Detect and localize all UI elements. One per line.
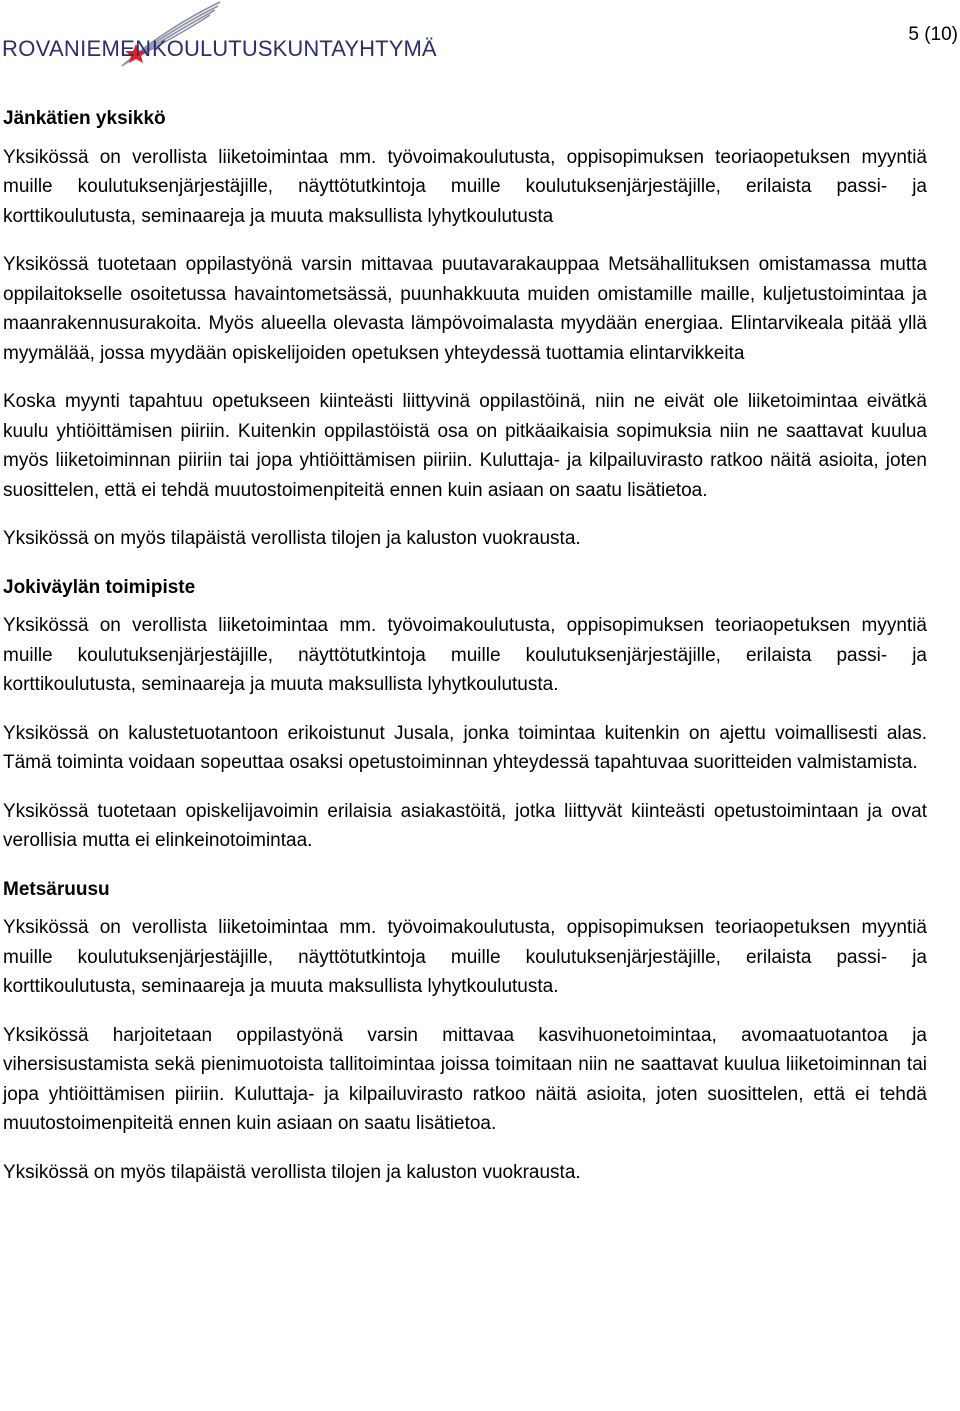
paragraph: Yksikössä on myös tilapäistä verollista tilojen ja kaluston vuokrausta.: [3, 528, 581, 549]
paragraph: Yksikössä tuotetaan opiskelijavoimin erilaisia asiakastöitä, jotka liittyvät kiinteästi opetustoimintaan ja ovat verollisia mutta ei elinkeinotoimintaa.: [3, 800, 927, 851]
logo-text-left: ROVANIEMEN: [2, 36, 152, 61]
paragraph: Yksikössä on kalustetuotantoon erikoistunut Jusala, jonka toimintaa kuitenkin on ajettu voimallisesti alas. Tämä toiminta voidaan sopeuttaa osaksi opetustoiminnan yhteydessä tapahtuvaa suoritteiden valmistamista.: [3, 722, 927, 773]
section-heading: Metsäruusu: [3, 878, 110, 900]
paragraph: Yksikössä tuotetaan oppilastyönä varsin mittavaa puutavarakauppaa Metsähallituksen omistamassa mutta oppilaitokselle osoitetussa havaintometsässä, puunhakkuuta muiden omistamille maille, kuljetustoimintaa ja maanrakennusurakoita. Myös alueella olevasta lämpövoimalasta myydään energiaa. Elintarvikeala pitää yllä myymälää, jossa myydään opiskelijoiden opetuksen yhteydessä tuottamia elintarvikkeita: [3, 254, 927, 364]
paragraph: Yksikössä on myös tilapäistä verollista tilojen ja kaluston vuokrausta.: [3, 1161, 581, 1183]
section-heading: Jokiväylän toimipiste: [3, 576, 196, 598]
logo-graphic: [2, 0, 437, 76]
paragraph: Yksikössä on verollista liiketoimintaa mm. työvoimakoulutusta, oppisopimuksen teoriaopetuksen myyntiä muille koulutuksenjärjestäjille, näyttötutkintoja muille koulutuksenjärjestäjille, erilaista passi- ja korttikoulutusta, seminaareja ja muuta maksullista lyhytkoulutusta.: [3, 917, 927, 997]
section-heading: Jänkätien yksikkö: [3, 108, 166, 129]
page-header: [0, 0, 960, 80]
organization-logo: [2, 0, 437, 76]
document-body: [3, 104, 927, 1206]
paragraph: Koska myynti tapahtuu opetukseen kiinteästi liittyvinä oppilastöinä, niin ne eivät ole liiketoimintaa eivätkä kuulu yhtiöittämisen piiriin. Kuitenkin oppilastöistä osa on pitkäaikaisia sopimuksia niin ne saattavat kuulua myös liiketoiminnan piiriin tai jopa yhtiöittämisen piiriin. Kuluttaja- ja kilpailuvirasto ratkoo näitä asioita, joten suosittelen, että ei tehdä muutostoimenpiteitä ennen kuin asiaan on saatu lisätietoa.: [3, 391, 927, 501]
page-number: 5 (10): [908, 24, 958, 45]
paragraph: Yksikössä harjoitetaan oppilastyönä varsin mittavaa kasvihuonetoimintaa, avomaatuotantoa ja vihersisustamista sekä pienimuotoista tallitoimintaa joissa toimitaan niin ne saattavat kuulua liiketoiminnan tai jopa yhtiöittämisen piiriin. Kuluttaja- ja kilpailuvirasto ratkoo näitä asioita, joten suosittelen, että ei tehdä muutostoimenpiteitä ennen kuin asiaan on saatu lisätietoa.: [3, 1024, 927, 1134]
section-jokivaylan-toimipiste: [3, 573, 927, 856]
section-metsaruusu: [3, 875, 927, 1188]
section-jankatien-yksikko: [3, 104, 927, 554]
logo-text-right: KOULUTUSKUNTAYHTYMÄ: [152, 36, 437, 61]
paragraph: Yksikössä on verollista liiketoimintaa mm. työvoimakoulutusta, oppisopimuksen teoriaopetuksen myyntiä muille koulutuksenjärjestäjille, näyttötutkintoja muille koulutuksenjärjestäjille, erilaista passi- ja korttikoulutusta, seminaareja ja muuta maksullista lyhytkoulutusta: [3, 146, 927, 227]
paragraph: Yksikössä on verollista liiketoimintaa mm. työvoimakoulutusta, oppisopimuksen teoriaopetuksen myyntiä muille koulutuksenjärjestäjille, näyttötutkintoja muille koulutuksenjärjestäjille, erilaista passi- ja korttikoulutusta, seminaareja ja muuta maksullista lyhytkoulutusta.: [3, 615, 927, 695]
